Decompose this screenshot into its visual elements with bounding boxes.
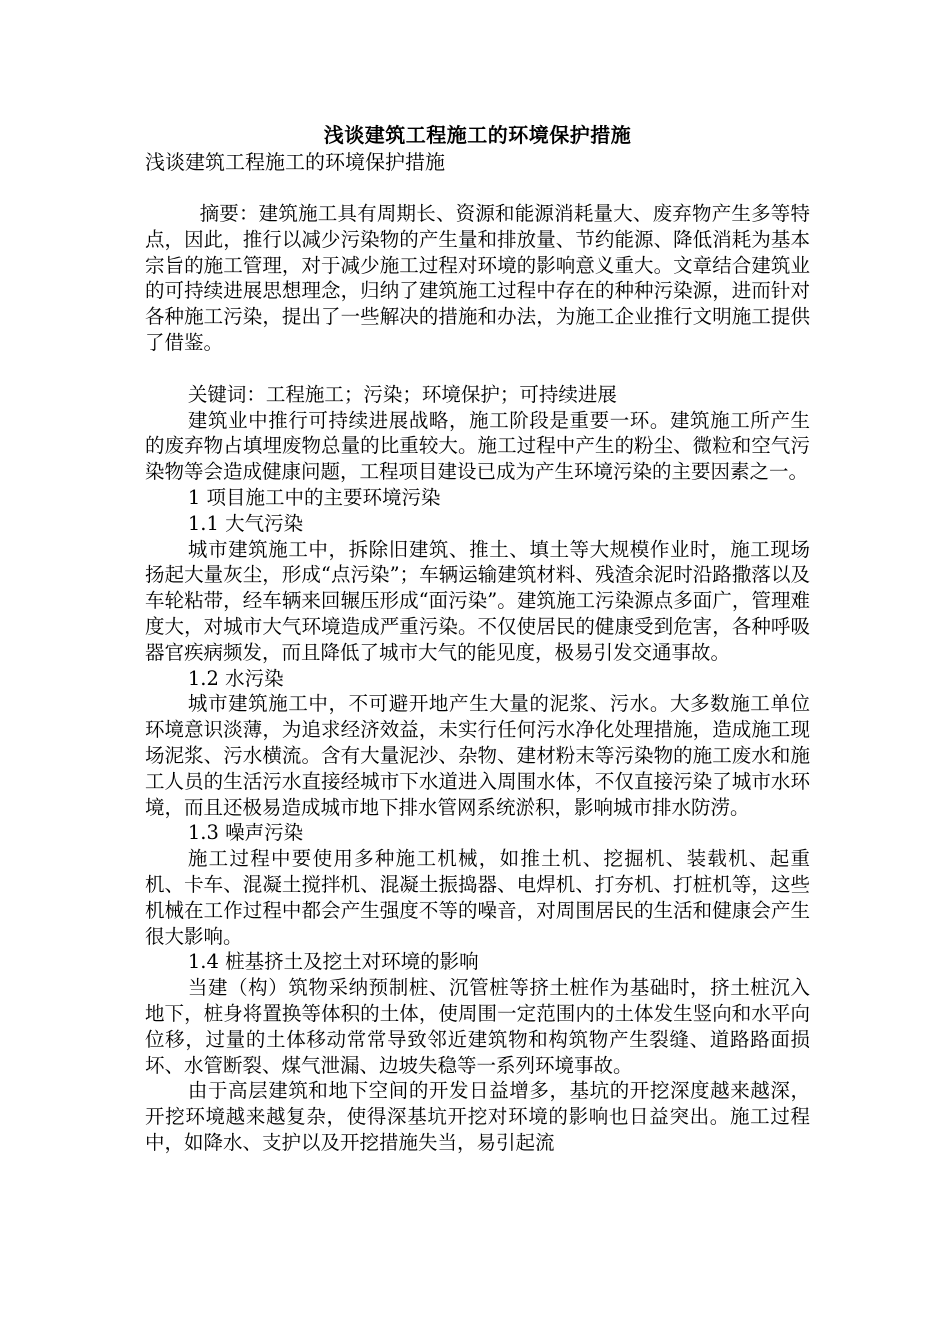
spacer: [145, 356, 810, 382]
intro-paragraph: 建筑业中推行可持续进展战略，施工阶段是重要一环。建筑施工所产生的废弃物占填埋废物总量的比重较大。施工过程中产生的粉尘、微粒和空气污染物等会造成健康问题，工程项目建设已成为产生环境污染的主要因素之一。: [145, 408, 810, 484]
keywords-line: 关键词：工程施工；污染；环境保护；可持续进展: [187, 382, 617, 406]
section-1-2-paragraph: 城市建筑施工中，不可避开地产生大量的泥浆、污水。大多数施工单位环境意识淡薄，为追求经济效益，未实行任何污水净化处理措施，造成施工现场泥浆、污水横流。含有大量泥沙、杂物、建材粉末等污染物的施工废水和施工人员的生活污水直接经城市下水道进入周围水体，不仅直接污染了城市水环境，而且还极易造成城市地下排水管网系统淤积，影响城市排水防涝。: [145, 692, 810, 819]
document-title: 浅谈建筑工程施工的环境保护措施: [323, 123, 632, 147]
section-1-4-paragraph-1: 当建（构）筑物采纳预制桩、沉管桩等挤土桩作为基础时，挤土桩沉入地下，桩身将置换等体积的土体，使周围一定范围内的土体发生竖向和水平向位移，过量的土体移动常常导致邻近建筑物和构筑物产生裂缝、道路路面损坏、水管断裂、煤气泄漏、边坡失稳等一系列环境事故。: [145, 976, 810, 1077]
section-1-3-paragraph: 施工过程中要使用多种施工机械，如推土机、挖掘机、装载机、起重机、卡车、混凝土搅拌机、混凝土振捣器、电焊机、打夯机、打桩机等，这些机械在工作过程中都会产生强度不等的噪音，对周围居民的生活和健康会产生很大影响。: [145, 847, 810, 948]
spacer: [145, 175, 810, 201]
document-body: [145, 121, 810, 1156]
section-heading-1-4: 1.4 桩基挤土及挖土对环境的影响: [187, 950, 479, 974]
document-subtitle: 浅谈建筑工程施工的环境保护措施: [145, 150, 445, 174]
section-heading-1-2: 1.2 水污染: [187, 666, 284, 690]
abstract-paragraph: 摘要：建筑施工具有周期长、资源和能源消耗量大、废弃物产生多等特点，因此，推行以减少污染物的产生量和排放量、节约能源、降低消耗为基本宗旨的施工管理，对于减少施工过程对环境的影响意义重大。文章结合建筑业的可持续进展思想理念，归纳了建筑施工过程中存在的种种污染源，进而针对各种施工污染，提出了一些解决的措施和办法，为施工企业推行文明施工提供了借鉴。: [145, 202, 810, 354]
section-1-4-paragraph-2: 由于高层建筑和地下空间的开发日益增多，基坑的开挖深度越来越深，开挖环境越来越复杂，使得深基坑开挖对环境的影响也日益突出。施工过程中，如降水、支护以及开挖措施失当，易引起流: [145, 1079, 810, 1154]
section-heading-1: 1 项目施工中的主要环境污染: [187, 485, 441, 509]
section-heading-1-1: 1.1 大气污染: [187, 511, 304, 535]
section-heading-1-3: 1.3 噪声污染: [187, 821, 304, 845]
section-1-1-paragraph: 城市建筑施工中，拆除旧建筑、推土、填土等大规模作业时，施工现场扬起大量灰尘，形成“点污染”；车辆运输建筑材料、残渣余泥时沿路撒落以及车轮粘带，经车辆来回辗压形成“面污染”。建筑施工污染源点多面广，管理难度大，对城市大气环境造成严重污染。不仅使居民的健康受到危害，各种呼吸器官疾病频发，而且降低了城市大气的能见度，极易引发交通事故。: [145, 537, 810, 664]
